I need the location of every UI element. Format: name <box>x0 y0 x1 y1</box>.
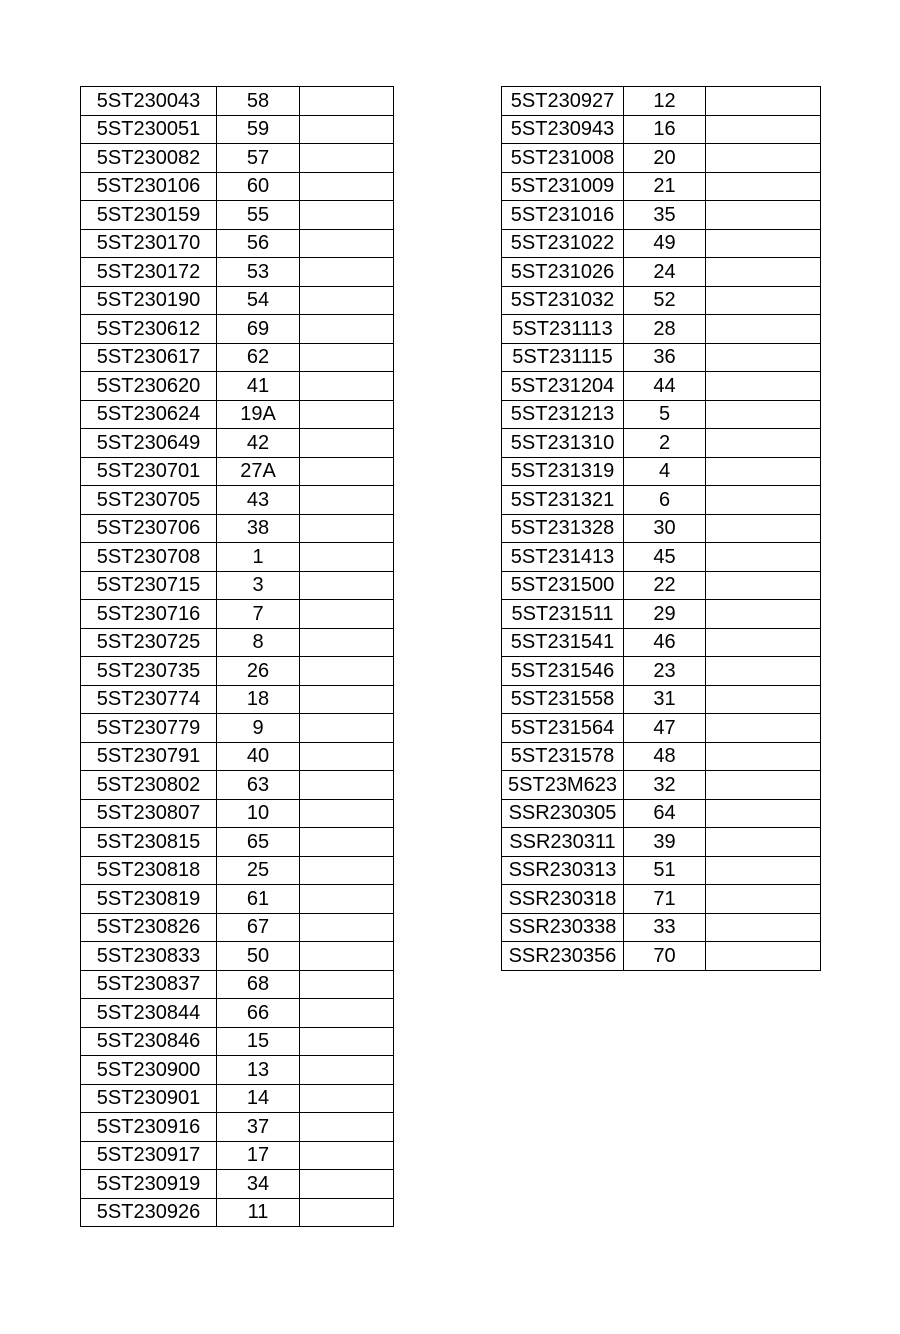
blank-cell <box>300 1198 394 1227</box>
blank-cell <box>706 514 821 543</box>
number-cell: 16 <box>624 115 706 144</box>
id-cell: 5ST230774 <box>81 685 217 714</box>
blank-cell <box>300 486 394 515</box>
id-cell: 5ST230190 <box>81 286 217 315</box>
blank-cell <box>300 571 394 600</box>
number-cell: 28 <box>624 315 706 344</box>
table-row <box>81 486 394 515</box>
id-cell: 5ST230612 <box>81 315 217 344</box>
blank-cell <box>300 1056 394 1085</box>
id-cell: 5ST230791 <box>81 742 217 771</box>
table-row <box>81 970 394 999</box>
blank-cell <box>300 799 394 828</box>
table-row <box>81 543 394 572</box>
number-cell: 55 <box>217 201 300 230</box>
blank-cell <box>706 172 821 201</box>
table-row <box>502 286 821 315</box>
id-cell: 5ST23M623 <box>502 771 624 800</box>
table-row <box>81 315 394 344</box>
table-row <box>502 913 821 942</box>
blank-cell <box>706 258 821 287</box>
id-cell: 5ST230807 <box>81 799 217 828</box>
number-cell: 54 <box>217 286 300 315</box>
table-row <box>502 372 821 401</box>
id-cell: 5ST231511 <box>502 600 624 629</box>
table-row <box>502 742 821 771</box>
id-cell: 5ST230926 <box>81 1198 217 1227</box>
number-cell: 69 <box>217 315 300 344</box>
table-row <box>502 87 821 116</box>
blank-cell <box>706 315 821 344</box>
id-cell: 5ST231500 <box>502 571 624 600</box>
number-cell: 20 <box>624 144 706 173</box>
number-cell: 5 <box>624 400 706 429</box>
id-cell: 5ST231310 <box>502 429 624 458</box>
number-cell: 70 <box>624 942 706 971</box>
number-cell: 2 <box>624 429 706 458</box>
number-cell: 60 <box>217 172 300 201</box>
blank-cell <box>706 856 821 885</box>
number-cell: 29 <box>624 600 706 629</box>
table-row <box>502 828 821 857</box>
number-cell: 48 <box>624 742 706 771</box>
number-cell: 67 <box>217 913 300 942</box>
id-cell: 5ST231008 <box>502 144 624 173</box>
id-cell: 5ST231113 <box>502 315 624 344</box>
table-row <box>81 799 394 828</box>
blank-cell <box>706 742 821 771</box>
table-row <box>81 372 394 401</box>
table-row <box>502 315 821 344</box>
blank-cell <box>300 970 394 999</box>
table-row <box>81 1027 394 1056</box>
blank-cell <box>706 628 821 657</box>
table-row <box>81 742 394 771</box>
blank-cell <box>300 229 394 258</box>
table-row <box>81 457 394 486</box>
blank-cell <box>300 343 394 372</box>
number-cell: 43 <box>217 486 300 515</box>
blank-cell <box>706 942 821 971</box>
table-row <box>502 115 821 144</box>
table-row <box>81 600 394 629</box>
table-row <box>81 1056 394 1085</box>
id-cell: 5ST230701 <box>81 457 217 486</box>
id-cell: 5ST231016 <box>502 201 624 230</box>
table-row <box>502 856 821 885</box>
id-cell: 5ST231546 <box>502 657 624 686</box>
id-cell: 5ST230826 <box>81 913 217 942</box>
id-cell: 5ST230833 <box>81 942 217 971</box>
table-row <box>502 543 821 572</box>
number-cell: 10 <box>217 799 300 828</box>
blank-cell <box>706 600 821 629</box>
blank-cell <box>300 942 394 971</box>
number-cell: 49 <box>624 229 706 258</box>
number-cell: 6 <box>624 486 706 515</box>
number-cell: 37 <box>217 1113 300 1142</box>
blank-cell <box>300 372 394 401</box>
number-cell: 1 <box>217 543 300 572</box>
id-cell: SSR230313 <box>502 856 624 885</box>
table-row <box>81 400 394 429</box>
blank-cell <box>300 1084 394 1113</box>
blank-cell <box>706 913 821 942</box>
id-cell: 5ST231204 <box>502 372 624 401</box>
id-cell: 5ST230159 <box>81 201 217 230</box>
blank-cell <box>300 600 394 629</box>
number-cell: 35 <box>624 201 706 230</box>
number-cell: 32 <box>624 771 706 800</box>
blank-cell <box>300 657 394 686</box>
id-cell: 5ST230901 <box>81 1084 217 1113</box>
id-cell: 5ST230051 <box>81 115 217 144</box>
table-row <box>81 942 394 971</box>
number-cell: 57 <box>217 144 300 173</box>
blank-cell <box>706 201 821 230</box>
id-cell: SSR230311 <box>502 828 624 857</box>
id-cell: 5ST230708 <box>81 543 217 572</box>
id-cell: SSR230356 <box>502 942 624 971</box>
number-cell: 36 <box>624 343 706 372</box>
id-cell: 5ST230705 <box>81 486 217 515</box>
table-row <box>81 201 394 230</box>
blank-cell <box>706 144 821 173</box>
blank-cell <box>300 258 394 287</box>
blank-cell <box>300 457 394 486</box>
blank-cell <box>706 828 821 857</box>
number-cell: 45 <box>624 543 706 572</box>
id-cell: 5ST231328 <box>502 514 624 543</box>
blank-cell <box>300 828 394 857</box>
number-cell: 13 <box>217 1056 300 1085</box>
blank-cell <box>300 1170 394 1199</box>
id-cell: 5ST230624 <box>81 400 217 429</box>
blank-cell <box>300 1027 394 1056</box>
id-cell: 5ST230043 <box>81 87 217 116</box>
id-cell: 5ST231558 <box>502 685 624 714</box>
id-cell: 5ST231026 <box>502 258 624 287</box>
number-cell: 66 <box>217 999 300 1028</box>
id-cell: 5ST230172 <box>81 258 217 287</box>
id-cell: 5ST230837 <box>81 970 217 999</box>
table-row <box>81 1084 394 1113</box>
blank-cell <box>706 457 821 486</box>
number-cell: 17 <box>217 1141 300 1170</box>
id-cell: 5ST230779 <box>81 714 217 743</box>
number-cell: 24 <box>624 258 706 287</box>
table-row <box>81 144 394 173</box>
table-row <box>502 942 821 971</box>
number-cell: 58 <box>217 87 300 116</box>
id-cell: 5ST230715 <box>81 571 217 600</box>
blank-cell <box>706 400 821 429</box>
blank-cell <box>300 685 394 714</box>
blank-cell <box>706 115 821 144</box>
number-cell: 23 <box>624 657 706 686</box>
roster-table-right <box>501 86 821 971</box>
blank-cell <box>300 714 394 743</box>
id-cell: SSR230318 <box>502 885 624 914</box>
id-cell: 5ST231009 <box>502 172 624 201</box>
table-row <box>81 628 394 657</box>
number-cell: 14 <box>217 1084 300 1113</box>
number-cell: 31 <box>624 685 706 714</box>
id-cell: 5ST230802 <box>81 771 217 800</box>
table-row <box>502 514 821 543</box>
blank-cell <box>300 628 394 657</box>
number-cell: 64 <box>624 799 706 828</box>
blank-cell <box>300 771 394 800</box>
blank-cell <box>706 885 821 914</box>
id-cell: 5ST230916 <box>81 1113 217 1142</box>
table-row <box>502 799 821 828</box>
table-row <box>81 115 394 144</box>
id-cell: 5ST231115 <box>502 343 624 372</box>
id-cell: 5ST230943 <box>502 115 624 144</box>
number-cell: 26 <box>217 657 300 686</box>
number-cell: 39 <box>624 828 706 857</box>
blank-cell <box>300 543 394 572</box>
table-row <box>502 685 821 714</box>
blank-cell <box>706 685 821 714</box>
id-cell: 5ST230815 <box>81 828 217 857</box>
number-cell: 12 <box>624 87 706 116</box>
id-cell: 5ST230927 <box>502 87 624 116</box>
roster-table-body <box>502 87 821 971</box>
id-cell: 5ST230106 <box>81 172 217 201</box>
roster-table-left <box>80 86 394 1227</box>
id-cell: 5ST230170 <box>81 229 217 258</box>
blank-cell <box>300 1113 394 1142</box>
blank-cell <box>300 885 394 914</box>
table-row <box>502 429 821 458</box>
number-cell: 47 <box>624 714 706 743</box>
number-cell: 19A <box>217 400 300 429</box>
blank-cell <box>300 172 394 201</box>
table-row <box>81 571 394 600</box>
table-row <box>81 343 394 372</box>
id-cell: 5ST231413 <box>502 543 624 572</box>
table-row <box>502 172 821 201</box>
number-cell: 63 <box>217 771 300 800</box>
blank-cell <box>706 87 821 116</box>
table-row <box>502 201 821 230</box>
id-cell: 5ST230617 <box>81 343 217 372</box>
id-cell: SSR230338 <box>502 913 624 942</box>
table-row <box>81 229 394 258</box>
number-cell: 34 <box>217 1170 300 1199</box>
table-row <box>81 172 394 201</box>
id-cell: 5ST231213 <box>502 400 624 429</box>
blank-cell <box>706 799 821 828</box>
blank-cell <box>706 543 821 572</box>
number-cell: 18 <box>217 685 300 714</box>
number-cell: 61 <box>217 885 300 914</box>
table-row <box>502 657 821 686</box>
table-row <box>502 714 821 743</box>
number-cell: 50 <box>217 942 300 971</box>
id-cell: 5ST230735 <box>81 657 217 686</box>
blank-cell <box>706 486 821 515</box>
number-cell: 21 <box>624 172 706 201</box>
table-row <box>81 286 394 315</box>
blank-cell <box>706 286 821 315</box>
blank-cell <box>706 372 821 401</box>
number-cell: 44 <box>624 372 706 401</box>
id-cell: 5ST231022 <box>502 229 624 258</box>
blank-cell <box>300 1141 394 1170</box>
blank-cell <box>706 571 821 600</box>
table-row <box>81 1198 394 1227</box>
number-cell: 56 <box>217 229 300 258</box>
blank-cell <box>300 999 394 1028</box>
blank-cell <box>706 714 821 743</box>
id-cell: 5ST230819 <box>81 885 217 914</box>
table-row <box>502 600 821 629</box>
blank-cell <box>300 315 394 344</box>
id-cell: 5ST230716 <box>81 600 217 629</box>
id-cell: SSR230305 <box>502 799 624 828</box>
table-row <box>81 913 394 942</box>
table-row <box>81 885 394 914</box>
table-row <box>502 229 821 258</box>
blank-cell <box>300 286 394 315</box>
number-cell: 65 <box>217 828 300 857</box>
number-cell: 38 <box>217 514 300 543</box>
number-cell: 27A <box>217 457 300 486</box>
table-row <box>81 1170 394 1199</box>
number-cell: 22 <box>624 571 706 600</box>
blank-cell <box>300 514 394 543</box>
table-row <box>502 486 821 515</box>
number-cell: 3 <box>217 571 300 600</box>
number-cell: 51 <box>624 856 706 885</box>
id-cell: 5ST231321 <box>502 486 624 515</box>
table-row <box>502 457 821 486</box>
id-cell: 5ST230818 <box>81 856 217 885</box>
id-cell: 5ST231564 <box>502 714 624 743</box>
table-row <box>81 856 394 885</box>
table-row <box>81 429 394 458</box>
table-row <box>81 258 394 287</box>
id-cell: 5ST230706 <box>81 514 217 543</box>
id-cell: 5ST230919 <box>81 1170 217 1199</box>
id-cell: 5ST230649 <box>81 429 217 458</box>
blank-cell <box>300 856 394 885</box>
number-cell: 15 <box>217 1027 300 1056</box>
table-row <box>81 999 394 1028</box>
table-row <box>502 400 821 429</box>
blank-cell <box>300 400 394 429</box>
id-cell: 5ST230725 <box>81 628 217 657</box>
number-cell: 40 <box>217 742 300 771</box>
number-cell: 46 <box>624 628 706 657</box>
blank-cell <box>300 115 394 144</box>
table-row <box>502 258 821 287</box>
blank-cell <box>300 87 394 116</box>
table-row <box>81 828 394 857</box>
blank-cell <box>300 144 394 173</box>
number-cell: 59 <box>217 115 300 144</box>
blank-cell <box>300 742 394 771</box>
id-cell: 5ST230082 <box>81 144 217 173</box>
id-cell: 5ST231319 <box>502 457 624 486</box>
blank-cell <box>706 771 821 800</box>
table-row <box>81 1141 394 1170</box>
blank-cell <box>300 429 394 458</box>
id-cell: 5ST231578 <box>502 742 624 771</box>
number-cell: 11 <box>217 1198 300 1227</box>
table-row <box>502 571 821 600</box>
number-cell: 33 <box>624 913 706 942</box>
blank-cell <box>300 913 394 942</box>
number-cell: 4 <box>624 457 706 486</box>
id-cell: 5ST230846 <box>81 1027 217 1056</box>
table-row <box>502 343 821 372</box>
blank-cell <box>706 343 821 372</box>
table-row <box>81 657 394 686</box>
roster-table-body <box>81 87 394 1227</box>
number-cell: 62 <box>217 343 300 372</box>
id-cell: 5ST230844 <box>81 999 217 1028</box>
number-cell: 25 <box>217 856 300 885</box>
table-row <box>81 514 394 543</box>
number-cell: 8 <box>217 628 300 657</box>
blank-cell <box>706 657 821 686</box>
table-row <box>81 1113 394 1142</box>
number-cell: 9 <box>217 714 300 743</box>
table-row <box>502 628 821 657</box>
table-row <box>502 144 821 173</box>
table-row <box>81 771 394 800</box>
blank-cell <box>300 201 394 230</box>
table-row <box>81 714 394 743</box>
number-cell: 30 <box>624 514 706 543</box>
table-row <box>81 685 394 714</box>
id-cell: 5ST230917 <box>81 1141 217 1170</box>
blank-cell <box>706 229 821 258</box>
table-row <box>502 771 821 800</box>
id-cell: 5ST231541 <box>502 628 624 657</box>
id-cell: 5ST230620 <box>81 372 217 401</box>
number-cell: 41 <box>217 372 300 401</box>
id-cell: 5ST230900 <box>81 1056 217 1085</box>
number-cell: 42 <box>217 429 300 458</box>
number-cell: 71 <box>624 885 706 914</box>
number-cell: 53 <box>217 258 300 287</box>
id-cell: 5ST231032 <box>502 286 624 315</box>
number-cell: 68 <box>217 970 300 999</box>
blank-cell <box>706 429 821 458</box>
number-cell: 52 <box>624 286 706 315</box>
table-row <box>502 885 821 914</box>
table-row <box>81 87 394 116</box>
number-cell: 7 <box>217 600 300 629</box>
